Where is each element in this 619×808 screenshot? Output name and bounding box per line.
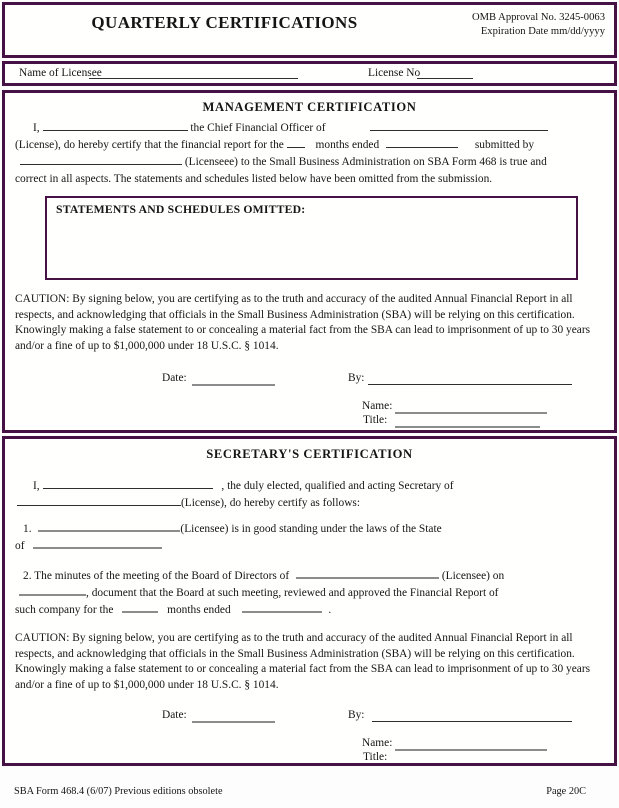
mgmt-para-certify: (License), do hereby certify that the financial report for the <box>15 139 284 151</box>
management-signature-area <box>5 372 614 432</box>
item2-such-company: such company for the <box>15 604 114 616</box>
omb-block <box>472 11 605 39</box>
item2-period-end-blank[interactable] <box>242 603 322 613</box>
item2-document-board: , document that the Board at such meeting, reviewed and approved the Financial Report of <box>86 587 499 599</box>
item2-period-period: . <box>328 604 332 616</box>
sec-title-blank[interactable] <box>395 755 540 765</box>
mgmt-para-submitted-by: submitted by <box>474 139 535 151</box>
licensee-name-blank[interactable] <box>89 68 298 79</box>
management-paragraph <box>5 120 614 188</box>
mgmt-name-blank[interactable] <box>395 404 547 414</box>
sec-date-blank[interactable] <box>192 713 275 723</box>
item1-number: 1. <box>23 523 32 535</box>
mgmt-name-label: Name: <box>362 400 393 413</box>
mgmt-title-blank[interactable] <box>395 418 540 428</box>
sec-by-signature-blank[interactable] <box>372 711 572 722</box>
period-end-date-blank[interactable] <box>386 137 458 148</box>
item1-licensee-blank[interactable] <box>38 522 180 532</box>
item2-months-count-blank[interactable] <box>122 603 158 613</box>
management-caution-text: CAUTION: By signing below, you are certifying as to the truth and accuracy of the audited Annual Financial Report in all respects, and acknowledging that officials in the Small Business Administration (SBA) will be relying on this certification. Knowingly making a false statement to or concealing a material fact from the SBA can lead to imprisonment of up to 30 years and/or a fine of up to $1,000,000 under 18 U.S.C. § 1014. <box>15 293 591 352</box>
secretary-item-2 <box>5 568 614 619</box>
item2-minutes: 2. The minutes of the meeting of the Board of Directors of <box>23 570 290 582</box>
secretary-signature-area <box>5 709 614 766</box>
mgmt-para-sba-form: (Licenseee) to the Small Business Administration on SBA Form 468 is true and <box>184 156 547 168</box>
licensee-submitter-blank[interactable] <box>20 154 182 165</box>
form-number-text: SBA Form 468.4 (6/07) Previous editions obsolete <box>14 786 223 797</box>
cfo-name-blank[interactable] <box>43 120 188 131</box>
form-title: QUARTERLY CERTIFICATIONS <box>91 13 358 32</box>
item2-licensee-blank[interactable] <box>296 569 439 579</box>
item2-licensee-on: (Licensee) on <box>441 570 505 582</box>
management-certification-section <box>2 90 617 433</box>
months-count-blank[interactable] <box>287 137 305 148</box>
license-no-label: License No <box>368 67 421 79</box>
company-name-blank[interactable] <box>370 120 548 131</box>
mgmt-para-cfo-of: the Chief Financial Officer of <box>190 122 326 134</box>
sec-date-label: Date: <box>162 709 187 722</box>
statements-omitted-box[interactable] <box>45 196 578 280</box>
statements-omitted-label: STATEMENTS AND SCHEDULES OMITTED: <box>56 203 306 216</box>
secretary-heading: SECRETARY'S CERTIFICATION <box>206 447 413 461</box>
sec-para-duly-elected: , the duly elected, qualified and acting Secretary of <box>221 480 454 492</box>
mgmt-date-label: Date: <box>162 372 187 385</box>
page-number: Page 20C <box>546 786 586 797</box>
secretary-paragraph <box>5 478 614 512</box>
item1-of: of <box>15 540 25 552</box>
mgmt-by-label: By: <box>348 372 365 385</box>
item2-meeting-date-blank[interactable] <box>19 586 86 596</box>
sec-by-label: By: <box>348 709 365 722</box>
secretary-name-blank[interactable] <box>43 478 213 489</box>
secretary-certification-section <box>2 436 617 766</box>
header-box <box>2 2 617 58</box>
sec-name-label: Name: <box>362 737 393 750</box>
licensee-name-label: Name of Licensee <box>19 67 102 79</box>
item1-good-standing: (Licensee) is in good standing under the laws of the State <box>180 523 442 535</box>
sec-para-i: I, <box>33 480 40 492</box>
management-heading: MANAGEMENT CERTIFICATION <box>202 100 417 114</box>
item1-state-blank[interactable] <box>33 539 162 549</box>
mgmt-para-months-ended: months ended <box>315 139 380 151</box>
item2-months-ended: months ended <box>167 604 231 616</box>
sec-para-certify-follows: (License), do hereby certify as follows: <box>181 497 361 509</box>
omb-expiration-date: Expiration Date mm/dd/yyyy <box>480 26 605 37</box>
mgmt-title-label: Title: <box>363 414 388 427</box>
secretary-company-blank[interactable] <box>17 495 181 506</box>
mgmt-para-i: I, <box>33 122 40 134</box>
secretary-caution-text: CAUTION: By signing below, you are certifying as to the truth and accuracy of the audited Annual Financial Report in all respects, and acknowledging that officials in the Small Business Administration (SBA) will be relying on this certification. Knowingly making a false statement to or concealing a material fact from the SBA can lead to imprisonment of up to 30 years and/or a fine of up to $1,000,000 under 18 U.S.C. § 1014. <box>15 632 591 691</box>
omb-approval-number: OMB Approval No. 3245-0063 <box>471 12 605 23</box>
sec-name-blank[interactable] <box>395 741 547 751</box>
sec-title-label: Title: <box>363 751 388 764</box>
licensee-row <box>2 61 617 86</box>
mgmt-date-blank[interactable] <box>192 376 275 386</box>
mgmt-para-correct: correct in all aspects. The statements and schedules listed below have been omitted from the submission. <box>15 173 493 185</box>
mgmt-by-signature-blank[interactable] <box>368 374 572 385</box>
license-no-blank[interactable] <box>417 68 473 79</box>
secretary-item-1 <box>5 521 614 555</box>
